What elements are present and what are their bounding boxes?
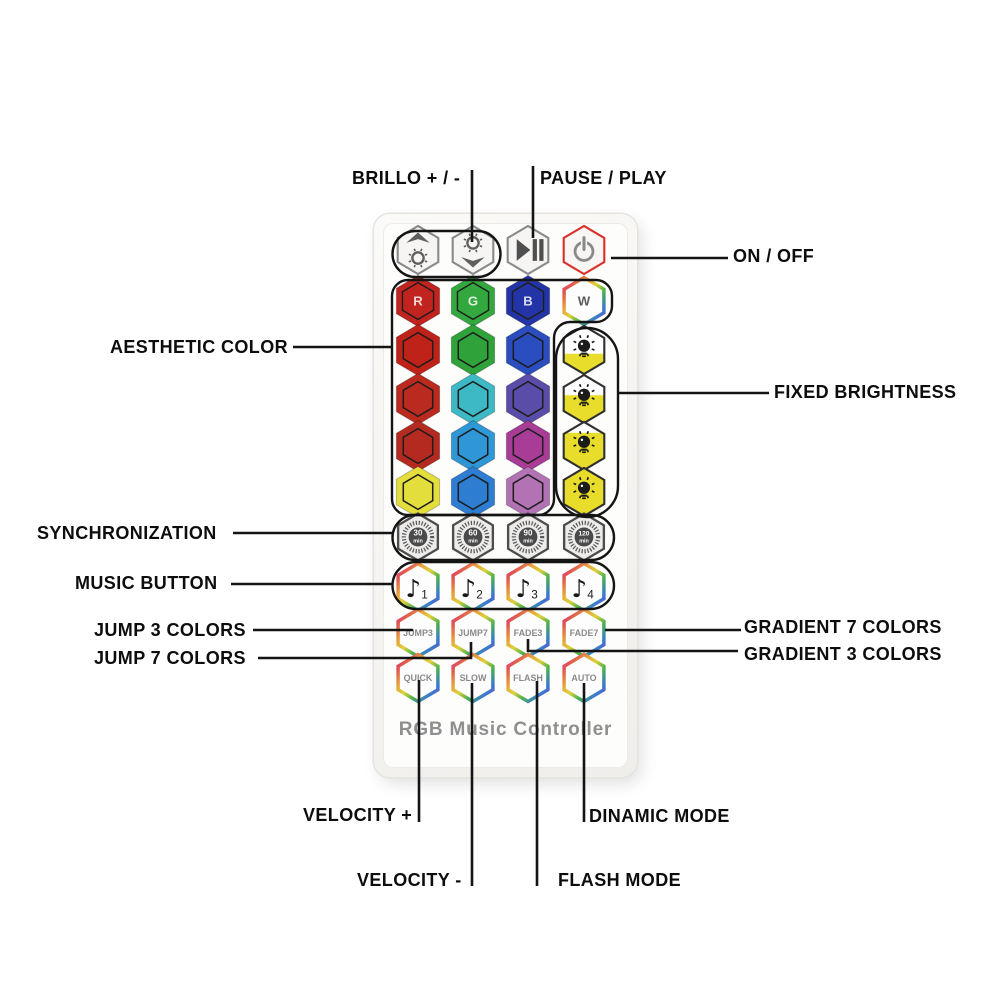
color-sky-blue[interactable] (451, 420, 494, 471)
svg-text:B: B (523, 293, 533, 309)
timer-120min-button[interactable] (564, 513, 604, 560)
svg-text:W: W (577, 293, 591, 309)
color-yellow[interactable] (396, 466, 439, 517)
color-orchid[interactable] (506, 466, 549, 517)
svg-text:min: min (579, 538, 589, 545)
svg-text:min: min (413, 538, 423, 545)
green-button[interactable] (451, 275, 494, 326)
label-aesthetic-color: AESTHETIC COLOR (110, 337, 289, 357)
jump3-button[interactable] (396, 607, 439, 658)
timer-30min-button[interactable] (398, 513, 438, 560)
svg-text:60: 60 (468, 528, 478, 538)
svg-text:2: 2 (476, 588, 483, 602)
color-green-2[interactable] (451, 324, 494, 375)
color-magenta[interactable] (506, 420, 549, 471)
music-2-button[interactable] (451, 561, 494, 612)
svg-text:min: min (468, 538, 478, 545)
color-red-4[interactable] (396, 420, 439, 471)
svg-text:♪: ♪ (515, 573, 532, 603)
remote-buttons (396, 226, 607, 704)
label-jump3: JUMP 3 COLORS (94, 620, 246, 640)
svg-text:AUTO: AUTO (571, 673, 597, 684)
annotation-lines (231, 166, 769, 886)
label-gradient3: GRADIENT 3 COLORS (744, 644, 942, 664)
svg-text:JUMP3: JUMP3 (403, 628, 433, 639)
svg-text:30: 30 (413, 528, 423, 538)
power-button[interactable] (564, 226, 605, 274)
svg-text:♪: ♪ (460, 573, 477, 603)
label-jump7: JUMP 7 COLORS (94, 648, 246, 668)
color-blue-2[interactable] (506, 324, 549, 375)
svg-text:min: min (523, 538, 533, 545)
play-pause-button[interactable] (508, 226, 549, 274)
label-gradient7: GRADIENT 7 COLORS (744, 617, 942, 637)
svg-text:♪: ♪ (571, 573, 588, 603)
svg-text:90: 90 (523, 528, 533, 538)
svg-text:SLOW: SLOW (459, 673, 487, 684)
svg-text:FADE7: FADE7 (569, 628, 599, 639)
brand-text: RGB Music Controller (398, 719, 613, 740)
timer-60min-button[interactable] (453, 513, 493, 560)
svg-text:3: 3 (531, 588, 538, 602)
svg-text:QUICK: QUICK (403, 673, 433, 684)
label-music-button: MUSIC BUTTON (75, 573, 218, 593)
label-dinamic-mode: DINAMIC MODE (589, 806, 730, 826)
timer-90min-button[interactable] (508, 513, 548, 560)
label-velocity-plus: VELOCITY + (303, 805, 413, 825)
label-pause-play: PAUSE / PLAY (540, 168, 667, 188)
svg-text:1: 1 (421, 588, 428, 602)
color-red-3[interactable] (396, 373, 439, 424)
label-synchronization: SYNCHRONIZATION (37, 523, 217, 543)
label-on-off: ON / OFF (733, 246, 815, 266)
music-3-button[interactable] (506, 561, 549, 612)
color-cyan[interactable] (451, 373, 494, 424)
svg-text:JUMP7: JUMP7 (458, 628, 488, 639)
blue-button[interactable] (506, 275, 549, 326)
svg-text:FLASH: FLASH (513, 673, 543, 684)
label-flash-mode: FLASH MODE (558, 870, 681, 890)
svg-text:FADE3: FADE3 (513, 628, 543, 639)
color-violet[interactable] (506, 373, 549, 424)
label-velocity-minus: VELOCITY - (357, 870, 462, 890)
label-brillo: BRILLO + / - (352, 168, 461, 188)
svg-text:R: R (413, 293, 423, 309)
flash-button[interactable] (506, 652, 549, 703)
red-button[interactable] (396, 275, 439, 326)
svg-text:♪: ♪ (405, 573, 422, 603)
white-button[interactable] (562, 275, 605, 326)
line-gradient3 (528, 639, 738, 651)
jump7-button[interactable] (451, 607, 494, 658)
svg-text:120: 120 (578, 530, 590, 538)
svg-text:G: G (467, 293, 479, 309)
label-fixed-brightness: FIXED BRIGHTNESS (774, 382, 957, 402)
svg-text:4: 4 (587, 588, 594, 602)
color-blue-5[interactable] (451, 466, 494, 517)
color-red-2[interactable] (396, 324, 439, 375)
music-4-button[interactable] (562, 561, 605, 612)
